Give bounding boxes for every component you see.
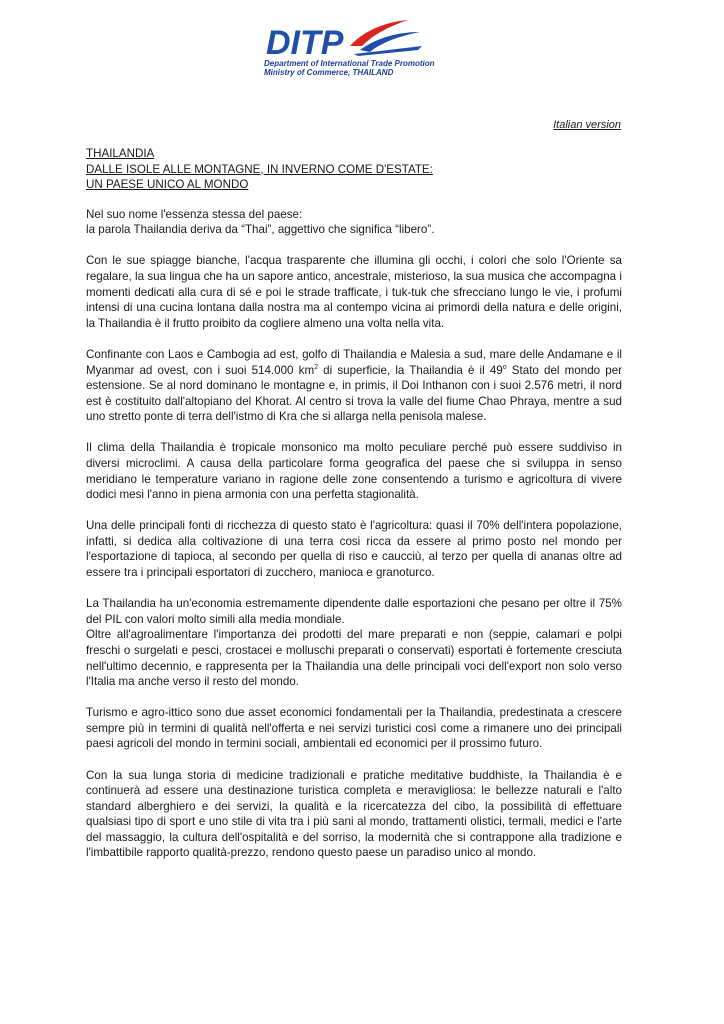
title-line-1: THAILANDIA xyxy=(86,147,155,160)
logo-department-line: Department of International Trade Promotion xyxy=(264,59,435,68)
paragraph-economy: La Thailandia ha un'economia estremamente dipendente dalle esportazioni che pesano per oltre il 75% del PIL con valori molto simili alla media mondiale. xyxy=(86,597,622,626)
document-body xyxy=(86,146,622,877)
geography-sup-km: 2 xyxy=(314,363,319,371)
geography-text-1: Confinante con Laos e Cambogia ad est, golfo di Thailandia e Malesia a sud, mare delle Andamane e il Myanmar ad ovest, con i suoi 514.000 km xyxy=(86,347,622,377)
logo-ministry-line: Ministry of Commerce, THAILAND xyxy=(264,68,394,77)
paragraph-conclusion: Con la sua lunga storia di medicine tradizionali e pratiche meditative buddhiste, la Thailandia è e continuerà ad essere una destinazione turistica completa e meravigliosa: le bellezze naturali e l'alto standard alberghiero e dei servizi, la qualità e la ricercatezza del cibo, la possibilità di effettuare qualsiasi tipo di sport e uno stile di vita tra i più sani al mondo, trattamenti olistici, termali, medici e l'arte del massaggio, la cultura dell'ospitalità e del sorriso, la modernità che si contrappone alla tradizione e l'imbattibile rapporto qualità-prezzo, rendono questo paese un paradiso unico al mondo. xyxy=(86,768,622,860)
geography-text-2: di superficie, la Thailandia è il 49 xyxy=(318,363,503,377)
document-title xyxy=(86,146,622,193)
intro-paragraph xyxy=(86,207,622,238)
paragraph-seafood: Oltre all'agroalimentare l'importanza dei prodotti del mare preparati e non (seppie, calamari e polpi freschi o surgelati e pesci, crostacei e molluschi preparati o conservati) esportati è fortemente cresciuta nell'ultimo decennio, e rappresenta per la Thailandia una delle principali voci dell'export non solo verso l'Italia ma anche verso il resto del mondo. xyxy=(86,628,622,689)
paragraph-beaches: Con le sue spiagge bianche, l'acqua trasparente che illumina gli occhi, i colori che solo l'Oriente sa regalare, la sua lingua che ha un sapore antico, ancestrale, misterioso, la sua musica che accompagna i momenti dedicati alla cura di sé e poi le strade trafficate, i tuk-tuk che sfrecciano lungo le vie, i profumi intensi di una cucina lontana dalla nostra ma al contempo vicina ai primordi della natura e delle origini, la Thailandia è il frutto proibito da cogliere almeno una volta nella vita. xyxy=(86,254,622,330)
paragraph-tourism: Turismo e agro-ittico sono due asset economici fondamentali per la Thailandia, predestinata a crescere sempre più in termini di qualità nell'offerta e nei servizi turistici così come a rimanere uno dei principali paesi agricoli del mondo in termini sociali, ambientali ed economici per il prossimo futuro. xyxy=(86,706,622,751)
paragraph-climate: Il clima della Thailandia è tropicale monsonico ma molto peculiare perché può essere suddiviso in diversi microclimi. A causa della particolare forma geografica del paese che si sviluppa in senso meridiano le temperature variano in ragione delle zone consentendo a turismo e agricoltura di vivere dodici mesi l'anno in piena armonia con una perfetta stagionalità. xyxy=(86,441,622,502)
paragraph-agriculture: Una delle principali fonti di ricchezza di questo stato è l'agricoltura: quasi il 70% dell'intera popolazione, infatti, si dedica alla coltivazione di una terra cosi ricca da essere al primo posto nel mondo per l'esportazione di tapioca, al secondo per quella di riso e caucciù, al terzo per quella di ananas oltre ad essere tra i principali esportatori di zucchero, manioca e granoturco. xyxy=(86,519,622,580)
geography-text-3: Stato del mondo per estensione. Se al nord dominano le montagne e, in primis, il Doi Inthanon con i suoi 2.576 metri, il nord est è costituito dall'altopiano del Khorat. Al centro si trova la valle del fiume Chao Phraya, mentre a sud uno stretto ponte di terra dell'istmo di Kra che si allarga nella penisola malese. xyxy=(86,363,623,424)
ditp-logo xyxy=(262,16,435,80)
intro-line-1: Nel suo nome l'essenza stessa del paese: xyxy=(86,207,303,221)
intro-line-2: la parola Thailandia deriva da “Thai”, aggettivo che significa “libero”. xyxy=(86,223,435,237)
paragraph-geography xyxy=(86,347,622,425)
version-label: Italian version xyxy=(553,119,621,131)
ditp-logo-text: DITP xyxy=(266,24,344,60)
title-line-2: DALLE ISOLE ALLE MONTAGNE, IN INVERNO COME D'ESTATE: xyxy=(86,162,433,176)
title-line-3: UN PAESE UNICO AL MONDO xyxy=(86,178,249,192)
geography-sup-ordinal: o xyxy=(502,363,507,371)
ditp-logo-graphic xyxy=(262,16,432,60)
